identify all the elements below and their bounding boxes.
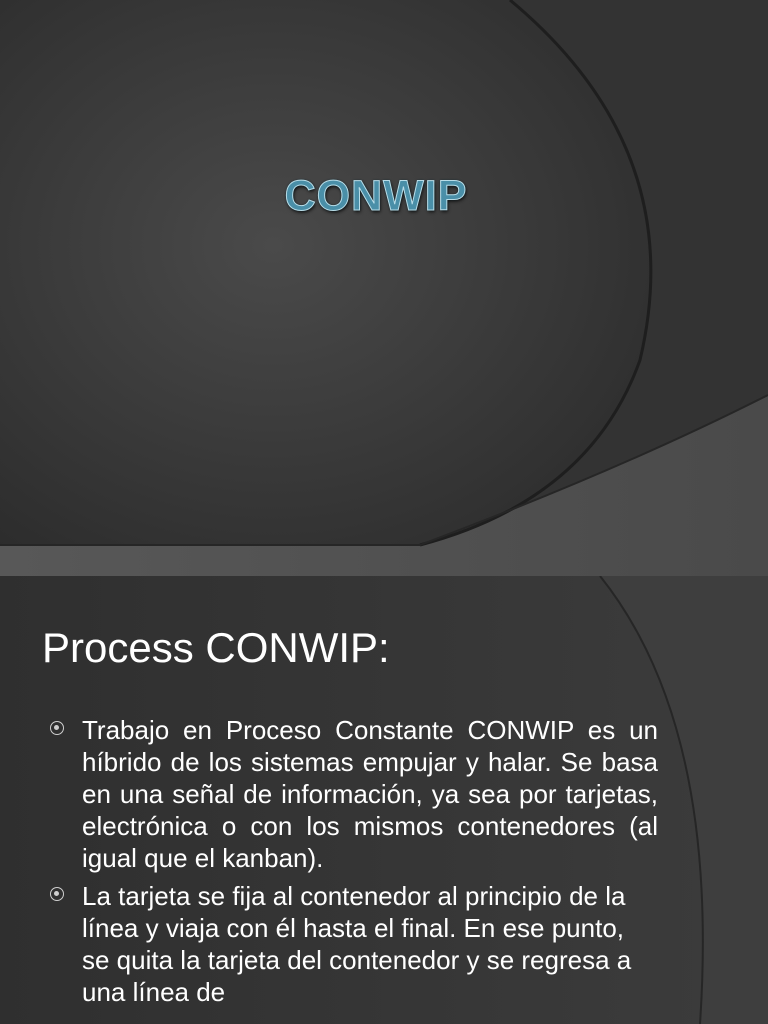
list-item bbox=[48, 714, 658, 874]
bullet-circle-icon bbox=[50, 721, 64, 735]
bullet-text: La tarjeta se fija al contenedor al principio de la línea y viaja con él hasta el final. En ese punto, se quita la tarjeta del contenedor y se regresa a una línea de bbox=[82, 881, 632, 1007]
bullet-list bbox=[48, 714, 658, 1014]
slide-title: CONWIP bbox=[284, 172, 468, 220]
slide-title: Process CONWIP: bbox=[42, 624, 390, 671]
bullet-circle-icon bbox=[50, 887, 64, 901]
list-item bbox=[48, 880, 658, 1008]
content-slide bbox=[0, 576, 768, 1024]
bullet-text: Trabajo en Proceso Constante CONWIP es un híbrido de los sistemas empujar y halar. Se basa en una señal de información, ya sea por tarjetas, electrónica o con los mismos contenedores (al igual que el kanban). bbox=[82, 715, 658, 873]
